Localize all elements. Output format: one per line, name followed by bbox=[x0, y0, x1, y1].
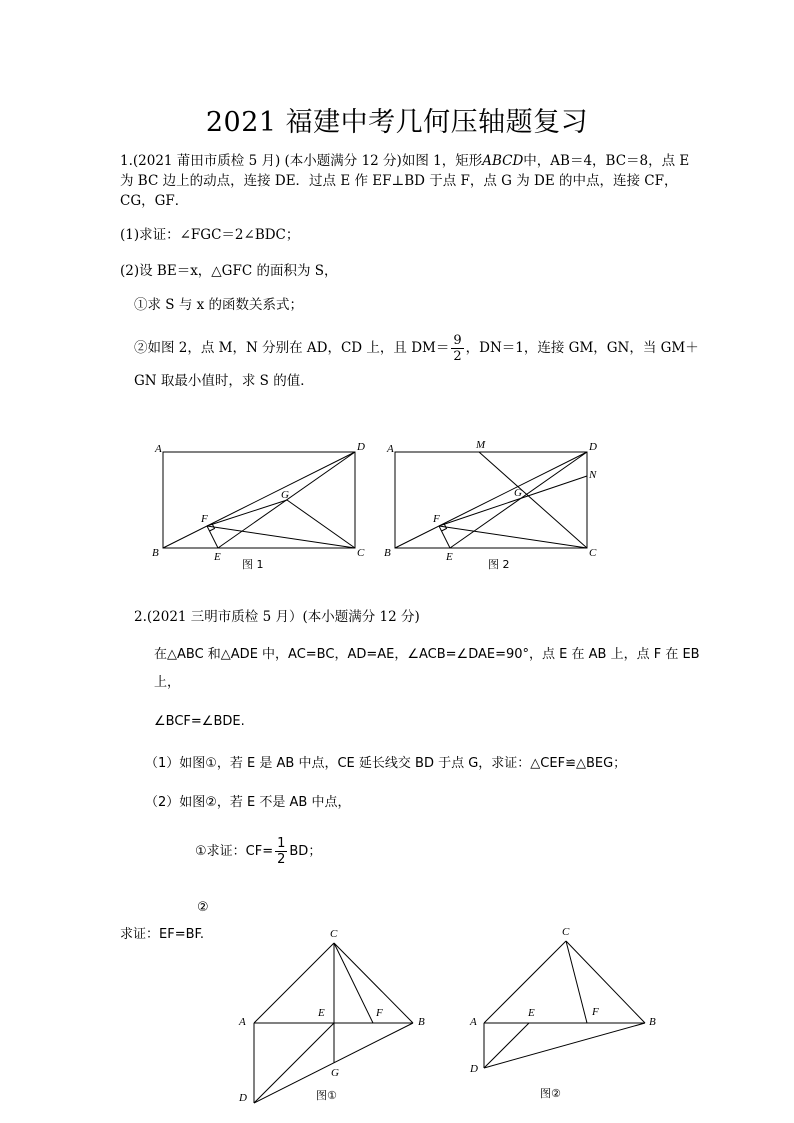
q1-part2: (2)设 BE＝x，△GFC 的面积为 S， bbox=[120, 263, 338, 279]
q1-line1 bbox=[120, 152, 689, 171]
q2-sub1-a: ①求证：CF= bbox=[195, 844, 274, 859]
q1-line1-head: 1.(2021 莆田市质检 5 月) (本小题满分 12 分)如图 1，矩形 bbox=[120, 153, 483, 169]
q1-line3: CG，GF． bbox=[120, 193, 189, 209]
figA-segment-cb bbox=[334, 943, 413, 1023]
figB-segment-ac bbox=[484, 941, 566, 1023]
figB-label-c: C bbox=[562, 926, 570, 938]
q2-part2: （2）如图②，若 E 不是 AB 中点， bbox=[145, 795, 351, 810]
q2-frac-num: 1 bbox=[277, 836, 286, 851]
figA-label-e: E bbox=[318, 1007, 325, 1019]
q1-frac-den: 2 bbox=[453, 349, 462, 364]
fig2-label-b: B bbox=[384, 547, 391, 559]
q2-stem2: 上， bbox=[154, 675, 181, 690]
figB-label-e: E bbox=[528, 1007, 535, 1019]
fig1-caption: 图 1 bbox=[242, 558, 264, 571]
fig2-label-m: M bbox=[476, 439, 486, 451]
fig1-segment-gc bbox=[287, 500, 355, 548]
figB-segment-cf bbox=[566, 941, 587, 1023]
q2-stem3: ∠BCF=∠BDE. bbox=[154, 714, 245, 729]
figB-segment-db bbox=[484, 1023, 645, 1068]
figB-label-a: A bbox=[470, 1016, 477, 1028]
fig1-label-f: F bbox=[201, 513, 208, 525]
fig2-segment-de bbox=[450, 452, 587, 548]
fig1-label-c: C bbox=[357, 547, 365, 559]
figB-label-b: B bbox=[649, 1016, 656, 1028]
figure-circle-1 bbox=[254, 943, 413, 1103]
figB-segment-cb bbox=[566, 941, 645, 1023]
q2-sub1 bbox=[195, 836, 321, 867]
q1-part1: (1)求证：∠FGC＝2∠BDC； bbox=[120, 227, 300, 243]
q2-stem1: 在△ABC 和△ADE 中，AC=BC，AD=AE，∠ACB=∠DAE=90°，点 E 在 AB 上，点 F 在 EB bbox=[154, 647, 700, 662]
q1-rect-name: ABCD bbox=[482, 153, 524, 169]
fig2-segment-mc bbox=[479, 452, 587, 548]
q1-sub2-b: ，DN＝1，连接 GM，GN，当 GM＋ bbox=[465, 340, 699, 356]
figA-label-b: B bbox=[418, 1016, 425, 1028]
q1-sub2 bbox=[134, 333, 699, 364]
q1-frac-num: 9 bbox=[453, 333, 462, 348]
q1-sub2-a: ②如图 2，点 M，N 分别在 AD，CD 上，且 DM＝ bbox=[134, 340, 450, 356]
figA-label-c: C bbox=[330, 928, 338, 940]
figA-caption: 图① bbox=[316, 1089, 337, 1102]
fig1-segment-fg bbox=[207, 500, 287, 526]
q2-sub2-text: 求证：EF=BF. bbox=[120, 927, 205, 942]
q1-line1-tail: 中，AB＝4，BC＝8，点 E bbox=[523, 153, 690, 169]
q2-sub1-b: BD； bbox=[289, 844, 322, 859]
figA-label-f: F bbox=[376, 1007, 383, 1019]
fig2-caption: 图 2 bbox=[488, 558, 510, 571]
q1-figures bbox=[0, 430, 794, 580]
q2-part1: （1）如图①，若 E 是 AB 中点，CE 延长线交 BD 于点 G，求证：△CEF≌△BEG； bbox=[145, 756, 627, 771]
q1-line2: 为 BC 边上的动点，连接 DE．过点 E 作 EF⊥BD 于点 F，点 G 为 DE 的中点，连接 CF， bbox=[120, 173, 678, 189]
figB-label-d: D bbox=[470, 1063, 478, 1075]
fig1-label-a: A bbox=[155, 443, 162, 455]
q2-fraction bbox=[275, 836, 287, 867]
fig1-label-b: B bbox=[152, 547, 159, 559]
figB-caption: 图② bbox=[540, 1087, 561, 1100]
q2-sub2-mark: ② bbox=[197, 900, 209, 915]
figB-label-f: F bbox=[592, 1006, 599, 1018]
fig1-label-g: G bbox=[281, 489, 289, 501]
fig2-label-e: E bbox=[446, 551, 453, 563]
figA-label-a: A bbox=[239, 1016, 246, 1028]
fig2-label-c: C bbox=[589, 547, 597, 559]
q2-head: 2.(2021 三明市质检 5 月）(本小题满分 12 分) bbox=[134, 609, 420, 625]
fig2-label-n: N bbox=[589, 469, 597, 481]
page-title: 2021 福建中考几何压轴题复习 bbox=[205, 107, 589, 138]
fig2-label-d: D bbox=[589, 441, 597, 453]
q1-sub1: ①求 S 与 x 的函数关系式； bbox=[134, 297, 304, 313]
fig2-segment-fc bbox=[439, 526, 587, 548]
figA-label-d: D bbox=[239, 1092, 247, 1104]
q2-frac-den: 2 bbox=[277, 852, 286, 867]
fig2-label-a: A bbox=[387, 443, 394, 455]
figure-1 bbox=[163, 452, 355, 548]
q2-figures bbox=[0, 915, 794, 1115]
fig2-segment-fn bbox=[439, 476, 587, 526]
fig2-label-f: F bbox=[433, 513, 440, 525]
q1-sub2-c: GN 取最小值时，求 S 的值． bbox=[134, 373, 314, 389]
figure-2 bbox=[395, 452, 587, 548]
fig1-segment-fc bbox=[207, 526, 355, 548]
fig1-label-d: D bbox=[357, 441, 365, 453]
figA-label-g: G bbox=[331, 1067, 339, 1079]
figA-segment-cf bbox=[334, 943, 373, 1023]
figure-circle-2 bbox=[484, 941, 645, 1068]
q1-fraction bbox=[451, 333, 463, 364]
fig1-label-e: E bbox=[214, 551, 221, 563]
fig2-label-g: G bbox=[514, 487, 522, 499]
